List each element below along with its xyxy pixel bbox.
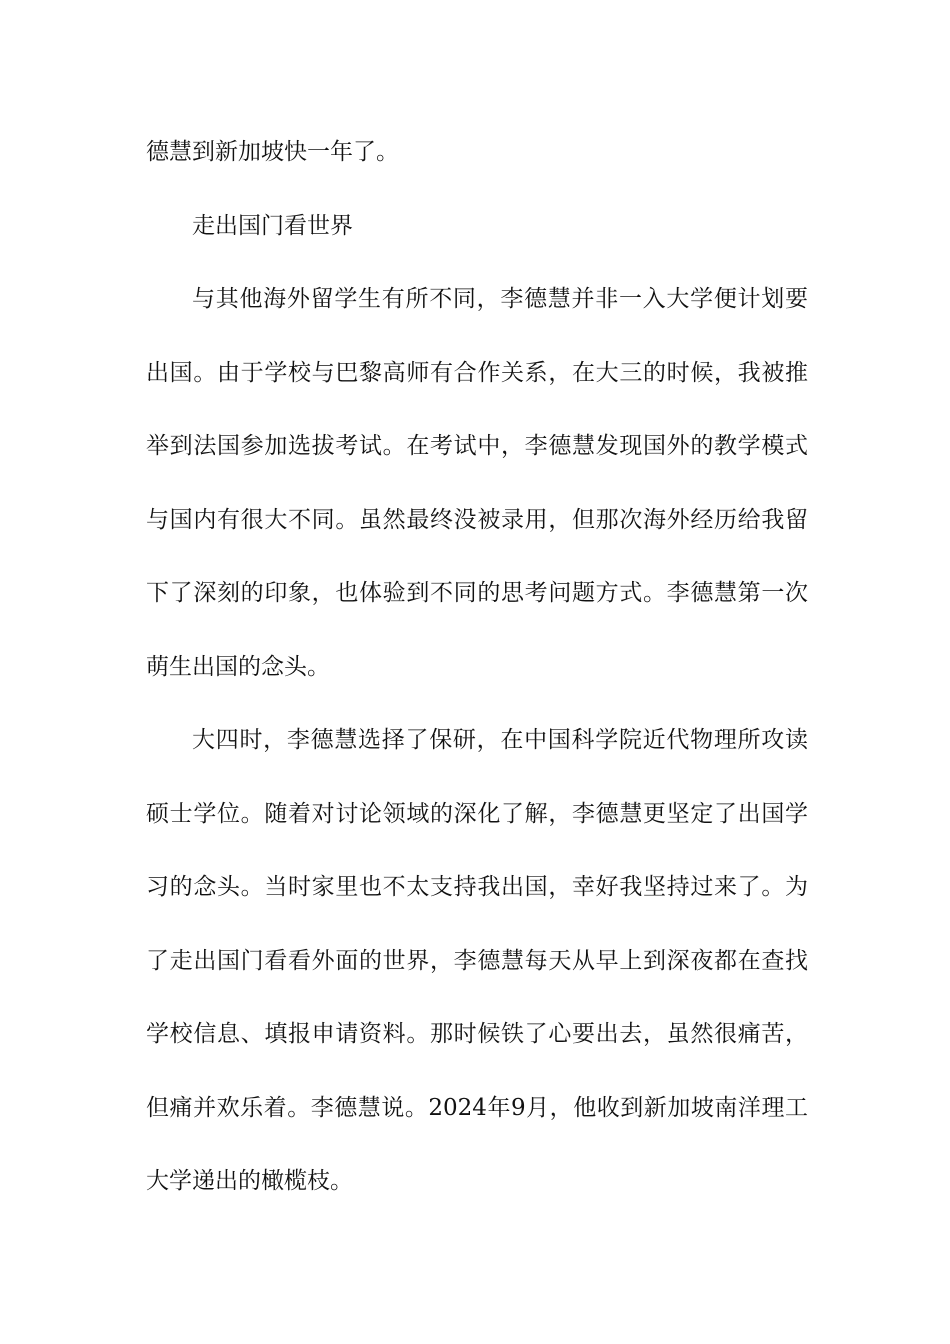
paragraph-first-trip: 与其他海外留学生有所不同，李德慧并非一入大学便计划要出国。由于学校与巴黎高师有合作关系，在大三的时候，我被推举到法国参加选拔考试。在考试中，李德慧发现国外的教学模式与国内有很大不同。虽然最终没被录用，但那次海外经历给我留下了深刻的印象，也体验到不同的思考问题方式。李德慧第一次萌生出国的念头。 <box>146 286 808 680</box>
section-heading: 走出国门看世界 <box>192 212 353 239</box>
article-body <box>146 116 808 1219</box>
paragraph-graduate-study: 大四时，李德慧选择了保研，在中国科学院近代物理所攻读硕士学位。随着对讨论领域的深化了解，李德慧更坚定了出国学习的念头。当时家里也不太支持我出国，幸好我坚持过来了。为了走出国门看看外面的世界，李德慧每天从早上到深夜都在查找学校信息、填报申请资料。那时候铁了心要出去，虽然很痛苦，但痛并欢乐着。李德慧说。2024年9月，他收到新加坡南洋理工大学递出的橄榄枝。 <box>146 727 808 1194</box>
paragraph-continuation: 德慧到新加坡快一年了。 <box>146 139 399 165</box>
